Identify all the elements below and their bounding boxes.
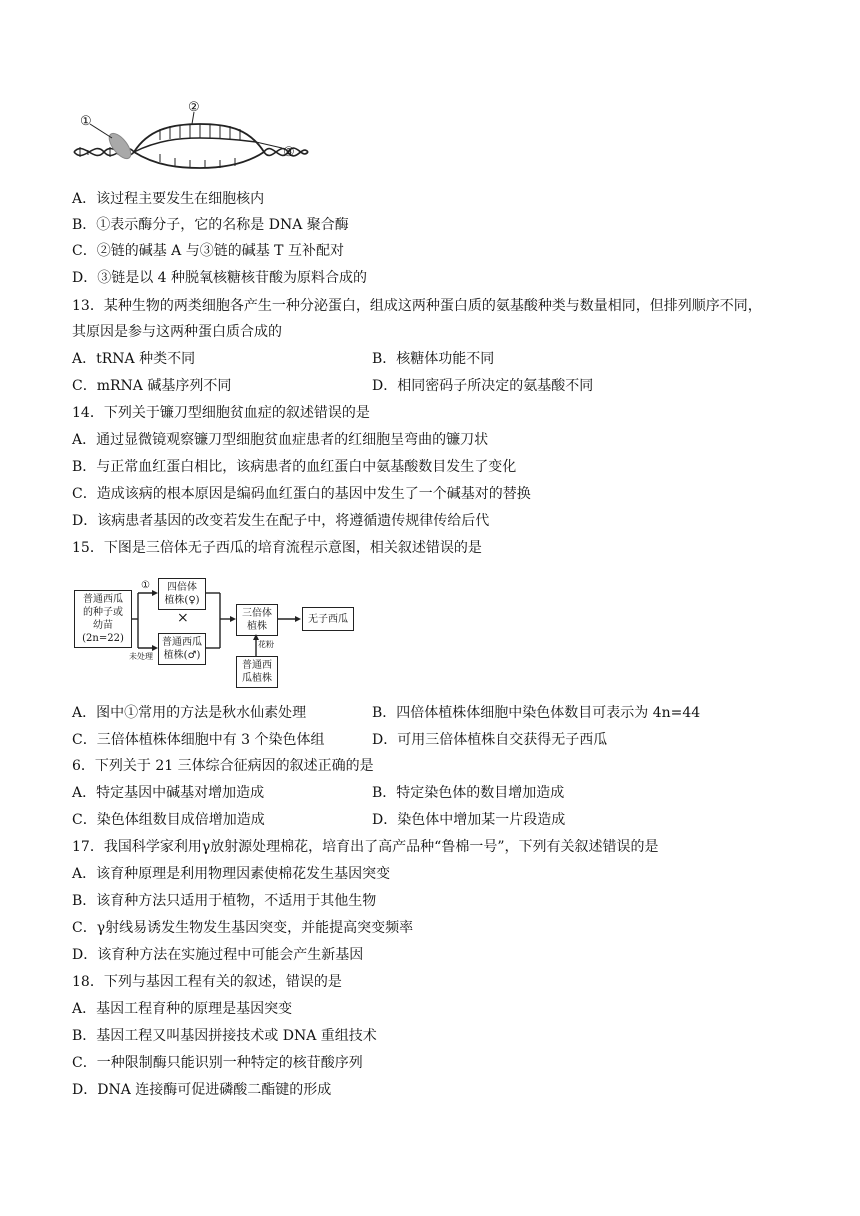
normal-male-line-2: 植株(♂): [163, 650, 201, 661]
tetraploid-line-2: 植株(♀): [164, 595, 200, 606]
flowchart-arrows: [70, 570, 370, 695]
untreated-label: 未处理: [129, 652, 153, 661]
q18-stem: 18．下列与基因工程有关的叙述，错误的是: [72, 974, 342, 990]
result-label: 无子西瓜: [308, 613, 348, 625]
enzyme-shape: [105, 130, 135, 162]
q13-option-c: C．mRNA 碱基序列不同: [72, 378, 232, 394]
q18-option-b: B．基因工程又叫基因拼接技术或 DNA 重组技术: [72, 1028, 377, 1044]
pollen-source-line-2: 瓜植株: [242, 673, 272, 684]
q12-option-c: C．②链的碱基 A 与③链的碱基 T 互补配对: [72, 243, 344, 259]
q12-option-a: A．该过程主要发生在细胞核内: [72, 191, 265, 207]
q13-option-b: B．核糖体功能不同: [372, 351, 495, 367]
q13-option-d: D．相同密码子所决定的氨基酸不同: [372, 378, 594, 394]
q16-option-b: B．特定染色体的数目增加造成: [372, 785, 565, 801]
q15-stem: 15．下图是三倍体无子西瓜的培育流程示意图，相关叙述错误的是: [72, 540, 482, 556]
triploid-line-2: 植株: [247, 621, 267, 632]
q13-stem-line2: 其原因是参与这两种蛋白质合成的: [72, 324, 282, 340]
q15-option-c: C．三倍体植株体细胞中有 3 个染色体组: [72, 732, 325, 748]
q13-option-a: A．tRNA 种类不同: [72, 351, 196, 367]
q17-stem: 17．我国科学家利用γ放射源处理棉花，培育出了高产品种“鲁棉一号”，下列有关叙述错误的是: [72, 839, 659, 855]
label-circle-1: ①: [80, 114, 92, 129]
q18-option-a: A．基因工程育种的原理是基因突变: [72, 1001, 293, 1017]
q18-option-d: D．DNA 连接酶可促进磷酸二酯键的形成: [72, 1082, 332, 1098]
pollen-label: 花粉: [258, 640, 274, 649]
normal-male-line-1: 普通西瓜: [162, 637, 202, 648]
seed-line-1: 普通西瓜: [83, 594, 123, 605]
q12-option-b: B．①表示酶分子，它的名称是 DNA 聚合酶: [72, 217, 349, 233]
q16-option-a: A．特定基因中碱基对增加造成: [72, 785, 265, 801]
seed-line-4: (2n=22): [82, 633, 124, 644]
label-circle-3: ③: [283, 145, 295, 160]
q16-stem: 6．下列关于 21 三体综合征病因的叙述正确的是: [72, 758, 374, 774]
q17-option-a: A．该育种原理是利用物理因素使棉花发生基因突变: [72, 866, 391, 882]
q12-option-d: D．③链是以 4 种脱氧核糖核苷酸为原料合成的: [72, 270, 368, 286]
q13-stem-line1: 13．某种生物的两类细胞各产生一种分泌蛋白，组成这两种蛋白质的氨基酸种类与数量相同，但排列顺序不同，: [72, 298, 762, 314]
tetraploid-line-1: 四倍体: [167, 582, 197, 593]
q14-option-b: B．与正常血红蛋白相比，该病患者的血红蛋白中氨基酸数目发生了变化: [72, 459, 517, 475]
q17-option-b: B．该育种方法只适用于植物，不适用于其他生物: [72, 893, 377, 909]
q16-option-d: D．染色体中增加某一片段造成: [372, 812, 566, 828]
seed-line-3: 幼苗: [93, 620, 113, 631]
q18-option-c: C．一种限制酶只能识别一种特定的核苷酸序列: [72, 1055, 363, 1071]
seed-line-2: 的种子或: [83, 607, 123, 618]
q14-option-c: C．造成该病的根本原因是编码血红蛋白的基因中发生了一个碱基对的替换: [72, 486, 531, 502]
label-circle-2: ②: [188, 100, 200, 115]
q15-option-a: A．图中①常用的方法是秋水仙素处理: [72, 705, 307, 721]
q15-option-b: B．四倍体植株体细胞中染色体数目可表示为 4n=44: [372, 705, 701, 721]
step-1-label: ①: [141, 580, 150, 591]
q14-option-d: D．该病患者基因的改变若发生在配子中，将遵循遗传规律传给后代: [72, 513, 490, 529]
triploid-line-1: 三倍体: [242, 608, 272, 619]
cross-symbol: ×: [177, 610, 189, 626]
q15-option-d: D．可用三倍体植株自交获得无子西瓜: [372, 732, 608, 748]
q17-option-d: D．该育种方法在实施过程中可能会产生新基因: [72, 947, 364, 963]
q14-option-a: A．通过显微镜观察镰刀型细胞贫血症患者的红细胞呈弯曲的镰刀状: [72, 432, 489, 448]
q17-option-c: C．γ射线易诱发生物发生基因突变，并能提高突变频率: [72, 920, 414, 936]
pollen-source-line-1: 普通西: [242, 660, 272, 671]
q14-stem: 14．下列关于镰刀型细胞贫血症的叙述错误的是: [72, 405, 370, 421]
q16-option-c: C．染色体组数目成倍增加造成: [72, 812, 265, 828]
